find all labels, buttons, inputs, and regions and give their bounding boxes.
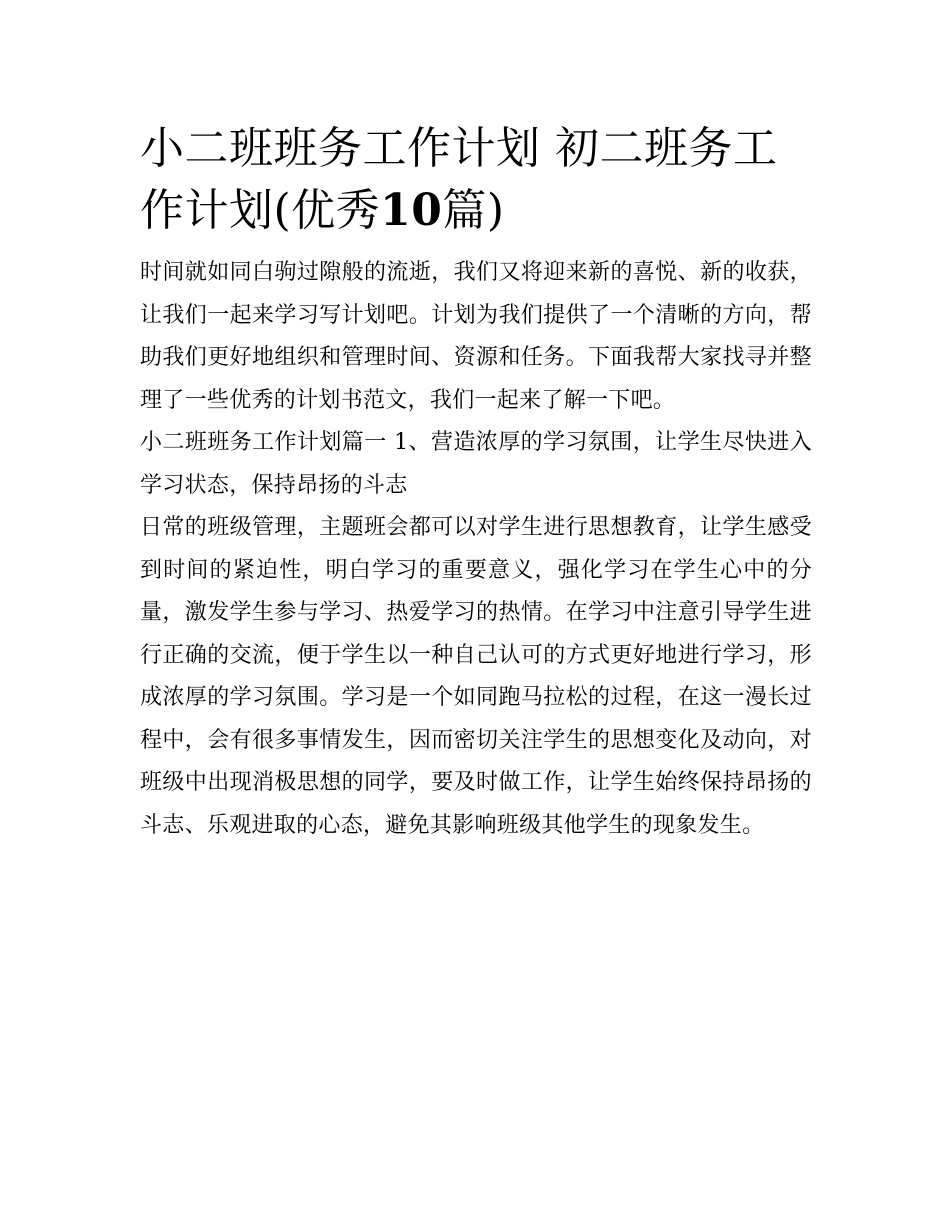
- document-title: [140, 118, 812, 242]
- intro-paragraph: 时间就如同白驹过隙般的流逝，我们又将迎来新的喜悦、新的收获，让我们一起来学习写计划吧。计划为我们提供了一个清晰的方向，帮助我们更好地组织和管理时间、资源和任务。下面我帮大家找寻并整理了一些优秀的计划书范文，我们一起来了解一下吧。: [140, 260, 812, 413]
- document-content: [140, 118, 812, 847]
- title-text-part2: 篇): [442, 185, 505, 236]
- section-heading-paragraph: 小二班班务工作计划篇一 1、营造浓厚的学习氛围，让学生尽快进入学习状态，保持昂扬的斗志: [140, 430, 812, 498]
- title-text-part1: 小二班班务工作计划 初二班务工作计划(优秀: [140, 123, 778, 236]
- title-number: 10: [380, 185, 443, 236]
- body-paragraph: 日常的班级管理，主题班会都可以对学生进行思想教育，让学生感受到时间的紧迫性，明白学习的重要意义，强化学习在学生心中的分量，激发学生参与学习、热爱学习的热情。在学习中注意引导学生进行正确的交流，便于学生以一种自己认可的方式更好地进行学习，形成浓厚的学习氛围。学习是一个如同跑马拉松的过程，在这一漫长过程中，会有很多事情发生，因而密切关注学生的思想变化及动向，对班级中出现消极思想的同学，要及时做工作，让学生始终保持昂扬的斗志、乐观进取的心态，避免其影响班级其他学生的现象发生。: [140, 515, 812, 838]
